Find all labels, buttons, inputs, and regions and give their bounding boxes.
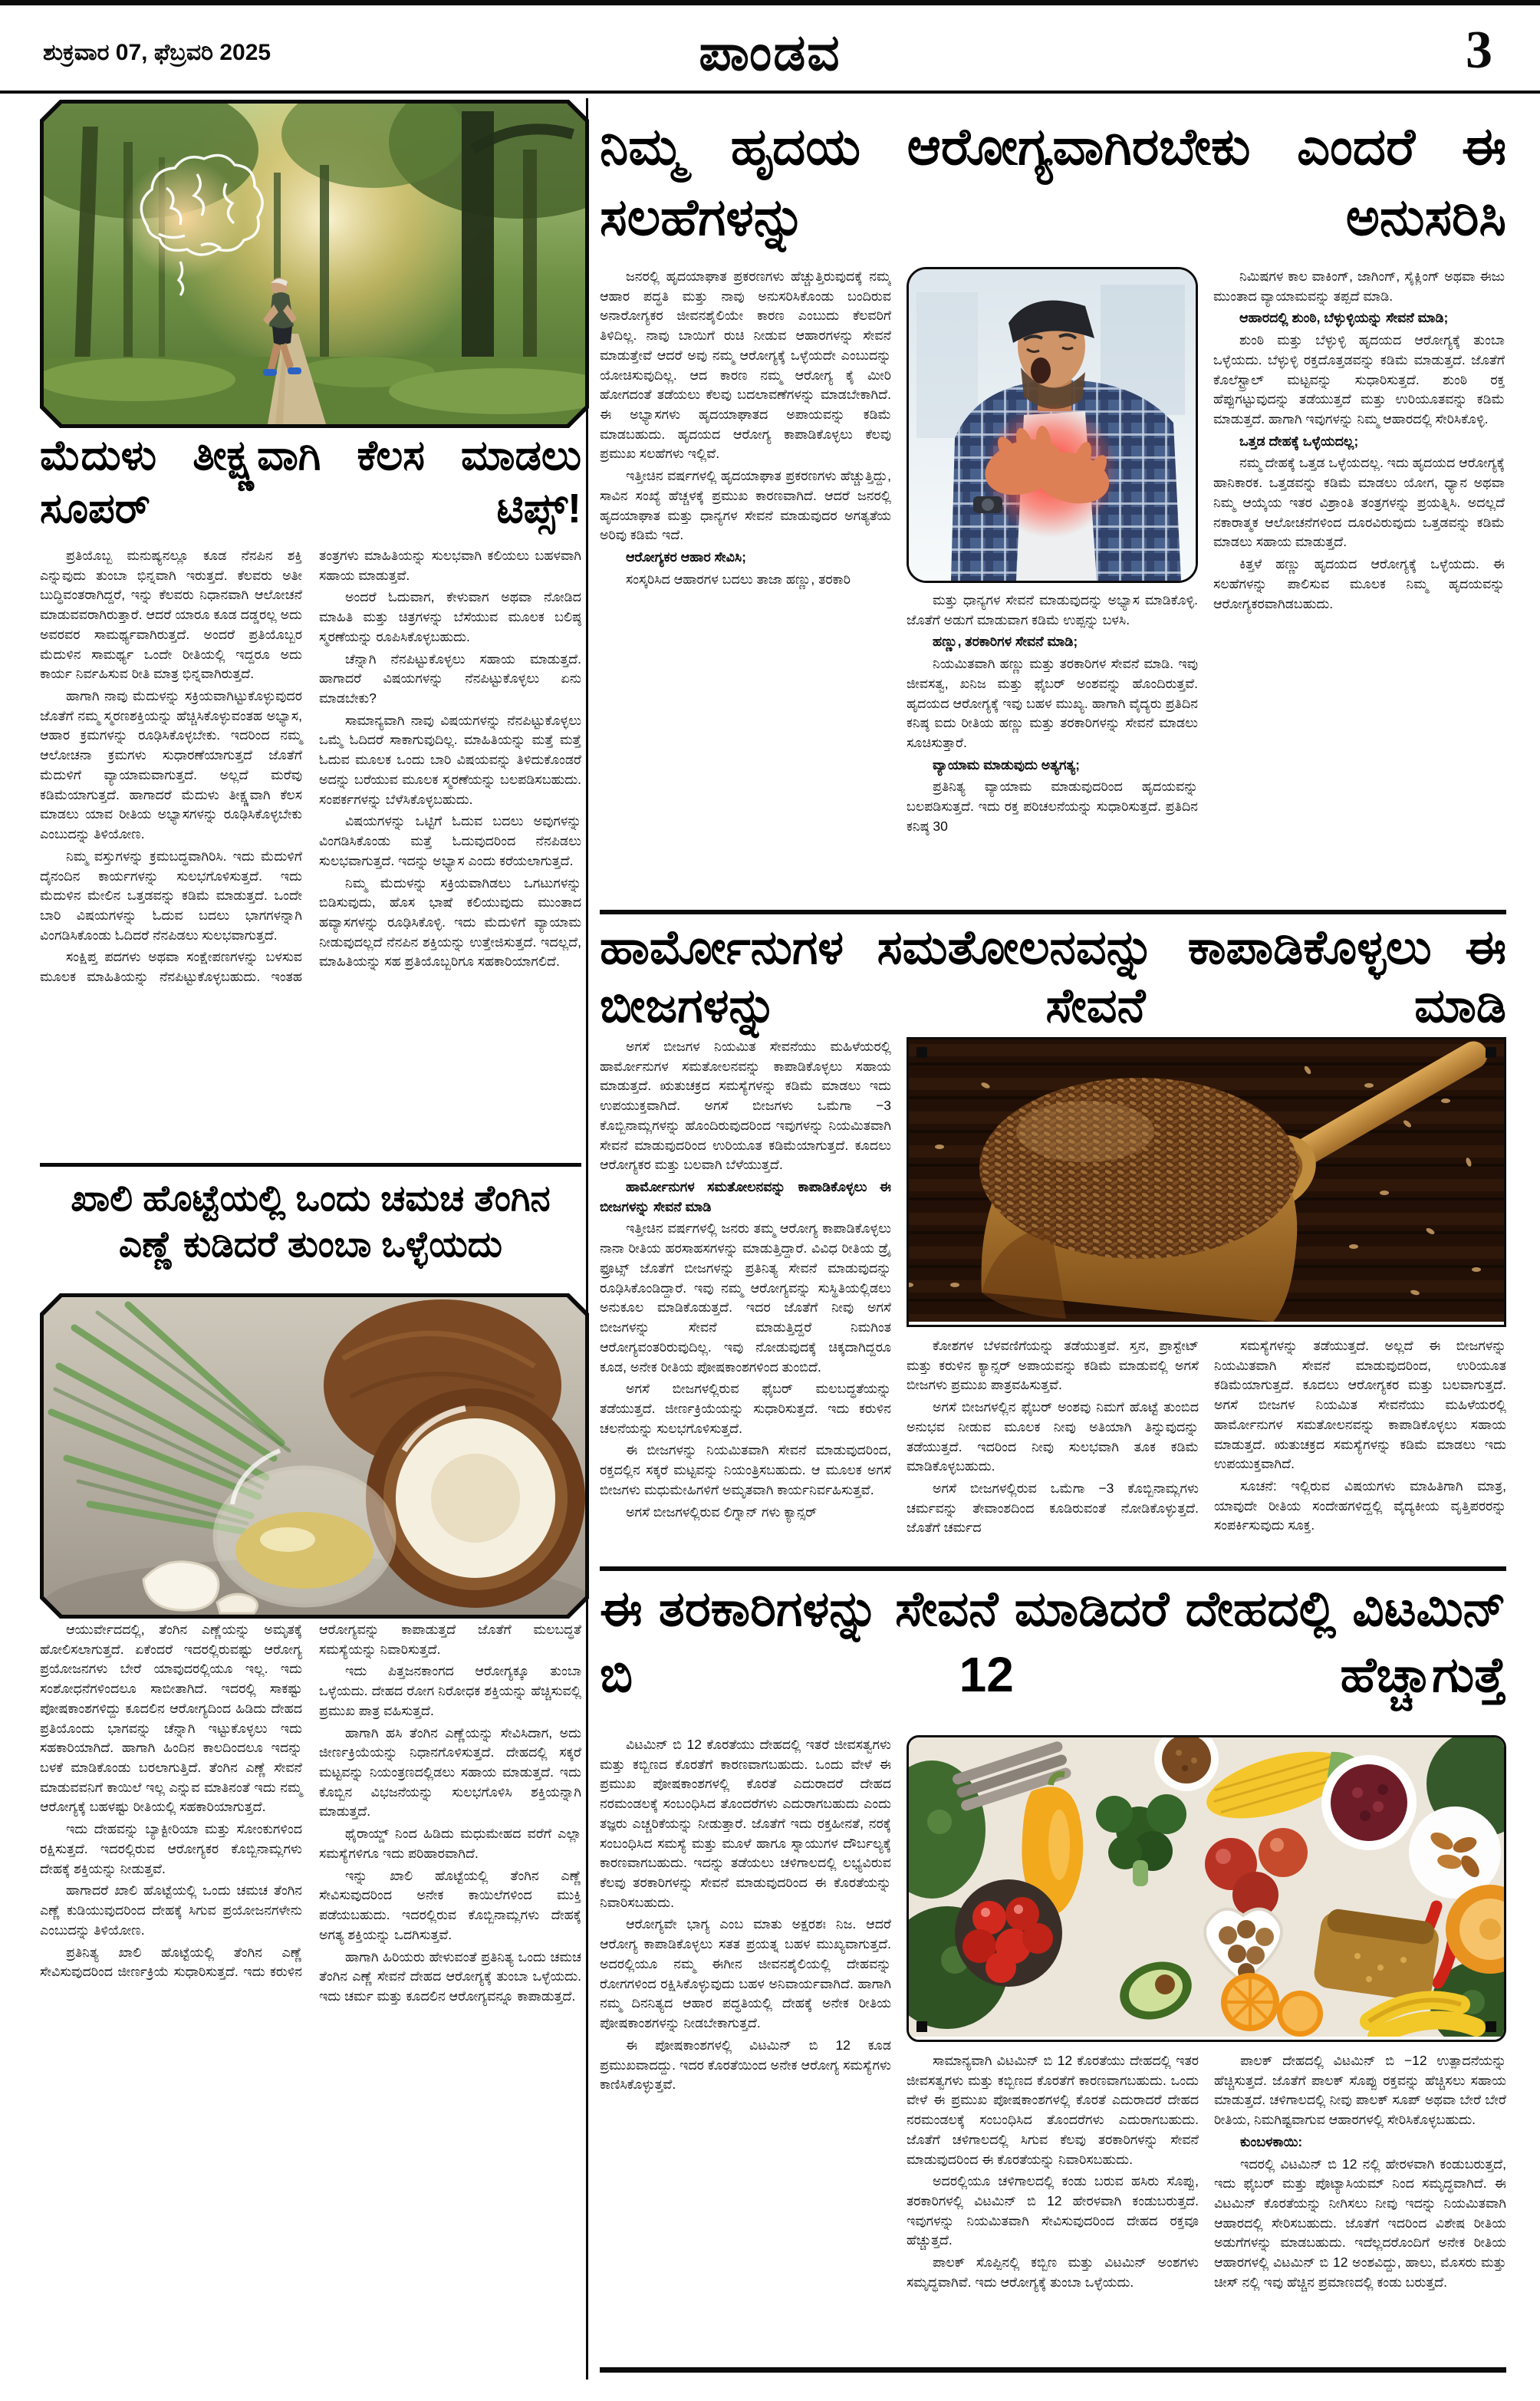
flax-seeds-photo bbox=[907, 1037, 1506, 1327]
paragraph: ವಿಷಯಗಳನ್ನು ಒಟ್ಟಿಗೆ ಓದುವ ಬದಲು ಅವುಗಳನ್ನು ವಿಂಗಡಿಸಿಕೊಂಡು ಮತ್ತೆ ಓದುವುದರಿಂದ ನೆನಪಿಡಲು ಸುಲಭವಾಗುತ್ತದೆ. ಇದನ್ನು ಅಭ್ಯಾಸ ಎಂದು ಕರೆಯಲಾಗುತ್ತದೆ. bbox=[319, 813, 581, 868]
b12-article-headline: ಈ ತರಕಾರಿಗಳನ್ನು ಸೇವನೆ ಮಾಡಿದರೆ ದೇಹದಲ್ಲಿ ವಿಟಮಿನ್ ಬಿ 12 ಹೆಚ್ಚಾಗುತ್ತೆ bbox=[600, 1581, 1506, 1703]
paragraph: ಅಗಸೆ ಬೀಜಗಳ ನಿಯಮಿತ ಸೇವನೆಯು ಮಹಿಳೆಯರಲ್ಲಿ ಹಾರ್ಮೋನುಗಳ ಸಮತೋಲನವನ್ನು ಕಾಪಾಡಿಕೊಳ್ಳಲು ಸಹಾಯ ಮಾಡುತ್ತದೆ. ಋತುಚಕ್ರದ ಸಮಸ್ಯೆಗಳನ್ನು ಕಡಿಮೆ ಮಾಡಲು ಇದು ಉಪಯುಕ್ತವಾಗಿದೆ. ಅಗಸೆ ಬೀಜಗಳು ಒಮೆಗಾ −3 ಕೊಬ್ಬಿನಾಮ್ಲಗಳನ್ನು ಹೊಂದಿರುವುದರಿಂದ ಇವುಗಳನ್ನು ನಿಯಮಿತವಾಗಿ ಸೇವನೆ ಮಾಡುವುದರಿಂದ ಉರಿಯೂತ ಕಡಿಮೆಯಾಗುತ್ತದೆ. ಕೂದಲು ಆರೋಗ್ಯಕರ ಮತ್ತು ಬಲವಾಗಿ ಬೆಳೆಯುತ್ತದೆ. bbox=[600, 1039, 891, 1173]
paragraph: ಪಾಲಕ್ ದೇಹದಲ್ಲಿ ವಿಟಮಿನ್ ಬಿ −12 ಉತ್ಪಾದನೆಯನ್ನು ಹೆಚ್ಚಿಸುತ್ತದೆ. ಜೊತೆಗೆ ಪಾಲಕ್ ಸೊಪ್ಪು ರಕ್ತವನ್ನು ಹೆಚ್ಚಿಸಲು ಸಹಾಯ ಮಾಡುತ್ತದೆ. ಚಳಿಗಾಲದಲ್ಲಿ ನೀವು ಪಾಲಕ್ ಸೂಪ್ ಅಥವಾ ಬೇರೆ ಬೇರೆ ರೀತಿಯ, ನಿಮಗಿಷ್ಟವಾಗುವ ಆಹಾರಗಳಲ್ಲಿ ಸೇರಿಸಿಕೊಳ್ಳಬಹುದು. bbox=[1214, 2053, 1506, 2128]
coconut-oil-illustration bbox=[44, 1297, 585, 1615]
paragraph: ಆರೋಗ್ಯವೇ ಭಾಗ್ಯ ಎಂಬ ಮಾತು ಅಕ್ಷರಶಃ ನಿಜ. ಆದರೆ ಆರೋಗ್ಯ ಕಾಪಾಡಿಕೊಳ್ಳಲು ಸತತ ಪ್ರಯತ್ನ ಬಹಳ ಮುಖ್ಯವಾಗುತ್ತದೆ. ಅದರಲ್ಲಿಯೂ ನಮ್ಮ ಈಗೀನ ಜೀವನಶೈಲಿಯಲ್ಲಿ ದೇಹವನ್ನು ರೋಗಗಳಿಂದ ರಕ್ಷಿಸಿಕೊಳ್ಳುವುದು ಬಹಳ ಅನಿವಾರ್ಯವಾಗಿದೆ. ಹಾಗಾಗಿ ನಮ್ಮ ದಿನನಿತ್ಯದ ಆಹಾರ ಪದ್ಧತಿಯಲ್ಲಿ ದೇಹಕ್ಕೆ ಅನೇಕ ರೀತಿಯ ಪೋಷಕಾಂಶಗಳನ್ನು ನೀಡಬೇಕಾಗುತ್ತದೆ. bbox=[600, 1916, 891, 2031]
paragraph: ಸಂಕ್ಷಿಪ್ತ ಪದಗಳು ಅಥವಾ ಸಂಕ್ಷೇಪಣಗಳನ್ನು ಬಳಸುವ ಮೂಲಕ ಮಾಹಿತಿಯನ್ನು ನೆನಪಿಟ್ಟುಕೊಳ್ಳಬಹುದು. ಇಂತಹ ತಂತ್ರಗಳು ಮಾಹಿತಿಯನ್ನು ಸುಲಭವಾಗಿ ಕಲಿಯಲು ಬಹಳವಾಗಿ ಸಹಾಯ ಮಾಡುತ್ತವೆ. bbox=[40, 548, 581, 985]
paragraph: ಶುಂಠಿ ಮತ್ತು ಬೆಳ್ಳುಳ್ಳಿ ಹೃದಯದ ಆರೋಗ್ಯಕ್ಕೆ ತುಂಬಾ ಒಳ್ಳೆಯದು. ಬೆಳ್ಳುಳ್ಳಿ ರಕ್ತದೊತ್ತಡವನ್ನು ಕಡಿಮೆ ಮಾಡುತ್ತದೆ. ಜೊತೆಗೆ ಕೊಲೆಸ್ಟ್ರಾಲ್ ಮಟ್ಟವನ್ನು ಸುಧಾರಿಸುತ್ತದೆ. ಶುಂಠಿ ರಕ್ತ ಹೆಪ್ಪುಗಟ್ಟುವುದನ್ನು ತಡೆಯುತ್ತದೆ ಮತ್ತು ಉರಿಯೂತವನ್ನು ಕಡಿಮೆ ಮಾಡುತ್ತದೆ. ಹಾಗಾಗಿ ಇವುಗಳನ್ನು ನಿಮ್ಮ ಆಹಾರದಲ್ಲಿ ಸೇರಿಸಿಕೊಳ್ಳಿ. bbox=[1213, 332, 1505, 427]
subhead: ಹಾರ್ಮೋನುಗಳ ಸಮತೋಲನವನ್ನು ಕಾಪಾಡಿಕೊಳ್ಳಲು ಈ ಬೀಜಗಳನ್ನು ಸೇವನೆ ಮಾಡಿ bbox=[600, 1179, 891, 1214]
corner-mark bbox=[1486, 1047, 1496, 1058]
subhead: ಆಹಾರದಲ್ಲಿ ಶುಂಠಿ, ಬೆಳ್ಳುಳ್ಳಿಯನ್ನು ಸೇವನೆ ಮಾಡಿ; bbox=[1239, 310, 1449, 326]
top-border-rule bbox=[0, 0, 1540, 5]
paragraph: ಚೆನ್ನಾಗಿ ನೆನಪಿಟ್ಟುಕೊಳ್ಳಲು ಸಹಾಯ ಮಾಡುತ್ತದೆ. ಹಾಗಾದರೆ ವಿಷಯಗಳನ್ನು ನೆನಪಿಟ್ಟುಕೊಳ್ಳಲು ಏನು ಮಾಡಬೇಕು? bbox=[319, 650, 581, 706]
seed-mound bbox=[979, 1078, 1298, 1259]
paragraph: ಇತ್ತೀಚಿನ ವರ್ಷಗಳಲ್ಲಿ ಹೃದಯಾಘಾತ ಪ್ರಕರಣಗಳು ಹೆಚ್ಚುತ್ತಿದ್ದು, ಸಾವಿನ ಸಂಖ್ಯೆ ಹೆಚ್ಚಳಕ್ಕೆ ಪ್ರಮುಖ ಕಾರಣವಾಗಿದೆ. ಆದರೆ ಜನರಲ್ಲಿ ಹೃದಯಾಘಾತ ಮತ್ತು ಧಾನ್ಯಗಳ ಸೇವನೆ ಮಾಡುವುದರ ಅಗತ್ಯತೆಯ ಅರಿವು ಕಡಿಮೆ ಇದೆ. bbox=[600, 468, 891, 543]
header-rule bbox=[0, 91, 1540, 94]
seeds-article-col1 bbox=[600, 1037, 891, 1562]
paragraph: ಕಿತ್ತಳೆ ಹಣ್ಣು ಹೃದಯದ ಆರೋಗ್ಯಕ್ಕೆ ಒಳ್ಳೆಯದು. ಈ ಸಲಹೆಗಳನ್ನು ಪಾಲಿಸುವ ಮೂಲಕ ನಿಮ್ಮ ಹೃದಯವನ್ನು ಆರೋಗ್ಯಕರವಾಗಿಡಬಹುದು. bbox=[1213, 556, 1505, 611]
b12-article-col3 bbox=[1214, 2051, 1506, 2295]
paragraph: ಅಗಸೆ ಬೀಜಗಳಲ್ಲಿನ ಫೈಬರ್ ಅಂಶವು ನಿಮಗೆ ಹೊಟ್ಟೆ ತುಂಬಿದ ಅನುಭವ ನೀಡುವ ಮೂಲಕ ನೀವು ಅತಿಯಾಗಿ ತಿನ್ನುವುದನ್ನು ತಡೆಯುತ್ತದೆ. ಇದರಿಂದ ನೀವು ಸುಲಭವಾಗಿ ತೂಕ ಕಡಿಮೆ ಮಾಡಿಕೊಳ್ಳಬಹುದು. bbox=[907, 1399, 1199, 1474]
seeds-article-col2 bbox=[907, 1336, 1199, 1540]
paragraph: ಅದರಲ್ಲಿಯೂ ಚಳಿಗಾಲದಲ್ಲಿ ಕಂಡು ಬರುವ ಹಸಿರು ಸೊಪ್ಪು, ತರಕಾರಿಗಳಲ್ಲಿ ವಿಟಮಿನ್ ಬಿ 12 ಹೇರಳವಾಗಿ ಕಂಡುಬರುತ್ತದೆ. ಇವುಗಳನ್ನು ನಿಯಮಿತವಾಗಿ ಸೇವಿಸುವುದರಿಂದ ದೇಹದ ರಕ್ತವೂ ಹೆಚ್ಚುತ್ತದೆ. bbox=[907, 2173, 1199, 2248]
paragraph: ನಿಮ್ಮ ವಸ್ತುಗಳನ್ನು ಕ್ರಮಬದ್ಧವಾಗಿರಿಸಿ. ಇದು ಮೆದುಳಿಗೆ ದೈನಂದಿನ ಕಾರ್ಯಗಳನ್ನು ಸುಲಭಗೊಳಿಸುತ್ತದೆ. ಇದು ಮೆದುಳಿನ ಮೇಲಿನ ಒತ್ತಡವನ್ನು ಕಡಿಮೆ ಮಾಡುತ್ತದೆ. ಒಂದೇ ಬಾರಿ ವಿಷಯಗಳನ್ನು ಓದುವ ಬದಲು ಭಾಗಗಳನ್ನಾಗಿ ವಿಂಗಡಿಸಿಕೊಂಡು ಓದಿದರೆ ನೆನಪಿಡಲು ಸುಲಭವಾಗುತ್ತದೆ. bbox=[40, 848, 302, 943]
paragraph: ಇನ್ನು ಖಾಲಿ ಹೊಟ್ಟೆಯಲ್ಲಿ ತೆಂಗಿನ ಎಣ್ಣೆ ಸೇವಿಸುವುದರಿಂದ ಅನೇಕ ಕಾಯಿಲೆಗಳಿಂದ ಮುಕ್ತಿ ಪಡೆಯಬಹುದು. ಇದರಲ್ಲಿರುವ ಕೊಬ್ಬಿನಾಮ್ಲಗಳು ದೇಹಕ್ಕೆ ಅಗತ್ಯ ಶಕ್ತಿಯನ್ನು ಒದಗಿಸುತ್ತವೆ. bbox=[319, 1867, 581, 1942]
paragraph: ನಿಯಮಿತವಾಗಿ ಹಣ್ಣು ಮತ್ತು ತರಕಾರಿಗಳ ಸೇವನೆ ಮಾಡಿ. ಇವು ಜೀವಸತ್ವ, ಖನಿಜ ಮತ್ತು ಫೈಬರ್ ಅಂಶವನ್ನು ಹೊಂದಿರುತ್ತವೆ. ಹೃದಯದ ಆರೋಗ್ಯಕ್ಕೆ ಇವು ಬಹಳ ಮುಖ್ಯ. ಹಾಗಾಗಿ ವೈದ್ಯರು ಪ್ರತಿದಿನ ಕನಿಷ್ಠ ಐದು ರೀತಿಯ ಹಣ್ಣು ಮತ್ತು ತರಕಾರಿಗಳನ್ನು ಸೇವನೆ ಮಾಡಲು ಸೂಚಿಸುತ್ತಾರೆ. bbox=[907, 656, 1198, 751]
corner-mark bbox=[1486, 2021, 1496, 2032]
paragraph: ಇತ್ತೀಚಿನ ವರ್ಷಗಳಲ್ಲಿ ಜನರು ತಮ್ಮ ಆರೋಗ್ಯ ಕಾಪಾಡಿಕೊಳ್ಳಲು ನಾನಾ ರೀತಿಯ ಹರಸಾಹಸಗಳನ್ನು ಮಾಡುತ್ತಿದ್ದಾರೆ. ವಿವಿಧ ರೀತಿಯ ಡ್ರೈ ಫ್ರೂಟ್ಸ್ ಜೊತೆಗೆ ಬೀಜಗಳನ್ನು ಪ್ರತಿನಿತ್ಯ ಸೇವನೆ ಮಾಡುವುದನ್ನು ರೂಢಿಸಿಕೊಂಡಿದ್ದಾರೆ. ಇವು ನಮ್ಮ ಆರೋಗ್ಯವನ್ನು ಸುಸ್ಥಿತಿಯಲ್ಲಿಡಲು ಅನುಕೂಲ ಮಾಡಿಕೊಡುತ್ತದೆ. ಇದರ ಜೊತೆಗೆ ನೀವು ಅಗಸೆ ಬೀಜಗಳನ್ನು ಸೇವನೆ ಮಾಡುತ್ತಿದ್ದರೆ ನಿಮಗಿಂತ ಆರೋಗ್ಯವಂತರಿರುವುದಿಲ್ಲ. ಇವು ನೋಡುವುದಕ್ಕೆ ಚಿಕ್ಕದಾಗಿದ್ದರೂ ಕೂಡ, ಅನೇಕ ರೀತಿಯ ಪೋಷಕಾಂಶಗಳಿಂದ ತುಂಬಿದೆ. bbox=[600, 1220, 891, 1375]
masthead-title: ಪಾಂಡವ bbox=[699, 24, 841, 81]
brain-article-headline: ಮೆದುಳು ತೀಕ್ಷ್ಣವಾಗಿ ಕೆಲಸ ಮಾಡಲು ಸೂಪರ್ ಟಿಪ್ಸ್! bbox=[40, 433, 581, 532]
subhead: ಹಣ್ಣು, ತರಕಾರಿಗಳ ಸೇವನೆ ಮಾಡಿ; bbox=[933, 634, 1078, 650]
page-number: 3 bbox=[1466, 21, 1492, 80]
right-rule-2 bbox=[600, 1566, 1506, 1571]
b12-article-col1 bbox=[600, 1735, 891, 2361]
paragraph: ಅಂದರೆ ಓದುವಾಗ, ಕೇಳುವಾಗ ಅಥವಾ ನೋಡಿದ ಮಾಹಿತಿ ಮತ್ತು ಚಿತ್ರಗಳನ್ನು ಬೆಸೆಯುವ ಮೂಲಕ ಬಲಿಷ್ಠ ಸ್ಮರಣೆಯನ್ನು ರೂಪಿಸಿಕೊಳ್ಳಬಹುದು. bbox=[319, 589, 581, 644]
paragraph: ಪ್ರತಿನಿತ್ಯ ವ್ಯಾಯಾಮ ಮಾಡುವುದರಿಂದ ಹೃದಯವನ್ನು ಬಲಪಡಿಸುತ್ತದೆ. ಇದು ರಕ್ತ ಪರಿಚಲನೆಯನ್ನು ಸುಧಾರಿಸುತ್ತದೆ. ಪ್ರತಿದಿನ ಕನಿಷ್ಠ 30 bbox=[907, 779, 1198, 834]
b12-article-right bbox=[907, 1735, 1506, 2361]
seeds-article-right bbox=[907, 1037, 1506, 1562]
flax-seeds-illustration bbox=[909, 1039, 1504, 1322]
paragraph: ವಿಟಮಿನ್ ಬಿ 12 ಕೊರತೆಯು ದೇಹದಲ್ಲಿ ಇತರೆ ಜೀವಸತ್ವಗಳು ಮತ್ತು ಕಬ್ಬಿಣದ ಕೊರತೆಗೆ ಕಾರಣವಾಗಬಹುದು. ಒಂದು ವೇಳೆ ಈ ಪ್ರಮುಖ ಪೋಷಕಾಂಶಗಳಲ್ಲಿ ಕೊರತೆ ಎದುರಾದರೆ ದೇಹದ ನರಮಂಡಲಕ್ಕೆ ಸಂಬಂಧಿಸಿದ ತೊಂದರೆಗಳು ಎದುರಾಗಬಹುದು ಎಂದು ತಜ್ಞರು ಎಚ್ಚರಿಕೆಯನ್ನು ನೀಡುತ್ತಾರೆ. ಜೊತೆಗೆ ಇದು ರಕ್ತಹೀನತೆ, ನರಕ್ಕೆ ಸಂಬಂಧಿಸಿದ ಸಮಸ್ಯೆ ಮತ್ತು ಮೂಳೆ ಹಾಗೂ ಸ್ನಾಯುಗಳ ದೌರ್ಬಲ್ಯಕ್ಕೆ ಕಾರಣವಾಗಬಹುದು. ಇದನ್ನು ತಡೆಯಲು ಚಳಿಗಾಲದಲ್ಲಿ ಲಭ್ಯವಿರುವ ಕೆಲವು ತರಕಾರಿಗಳನ್ನು ಸೇವನೆ ಮಾಡುವುದರಿಂದ ಈ ಕೊರತೆಯನ್ನು ನಿವಾರಿಸಬಹುದು. bbox=[600, 1737, 891, 1910]
paragraph: ಥೈರಾಯ್ಡ್ ನಿಂದ ಹಿಡಿದು ಮಧುಮೇಹದ ವರೆಗೆ ಎಲ್ಲಾ ಸಮಸ್ಯೆಗಳಿಗೂ ಇದು ಪರಿಹಾರವಾಗಿದೆ. bbox=[319, 1826, 581, 1861]
heart-article-headline: ನಿಮ್ಮ ಹೃದಯ ಆರೋಗ್ಯವಾಗಿರಬೇಕು ಎಂದರೆ ಈ ಸಲಹೆಗಳನ್ನು ಅನುಸರಿಸಿ bbox=[600, 118, 1506, 247]
corner-mark bbox=[916, 1047, 927, 1058]
paragraph: ಈ ಪೋಷಕಾಂಶಗಳಲ್ಲಿ ವಿಟಮಿನ್ ಬಿ 12 ಕೂಡ ಪ್ರಮುಖವಾದದ್ದು. ಇದರ ಕೊರತೆಯಿಂದ ಅನೇಕ ಆರೋಗ್ಯ ಸಮಸ್ಯೆಗಳು ಕಾಣಿಸಿಕೊಳ್ಳುತ್ತವೆ. bbox=[600, 2037, 891, 2093]
edition-date: ಶುಕ್ರವಾರ 07, ಫೆಬ್ರವರಿ 2025 bbox=[43, 40, 271, 65]
paragraph: ಅಗಸೆ ಬೀಜಗಳಲ್ಲಿರುವ ಲಿಗ್ನಾನ್ ಗಳು ಕ್ಯಾನ್ಸರ್ bbox=[626, 1504, 818, 1520]
paragraph: ಆಯುರ್ವೇದದಲ್ಲಿ, ತೆಂಗಿನ ಎಣ್ಣೆಯನ್ನು ಅಮೃತಕ್ಕೆ ಹೋಲಿಸಲಾಗುತ್ತದೆ. ಏಕೆಂದರೆ ಇದರಲ್ಲಿರುವಷ್ಟು ಆರೋಗ್ಯ ಪ್ರಯೋಜನಗಳು ಬೇರೆ ಯಾವುದರಲ್ಲಿಯೂ ಇಲ್ಲ. ಇದು ಸಂಶೋಧನೆಗಳಿಂದಲೂ ಸಾಬೀತಾಗಿದೆ. ಇದರಲ್ಲಿ ಸಾಕಷ್ಟು ಪೋಷಕಾಂಶಗಳಿದ್ದು ಕೂದಲಿನ ಆರೋಗ್ಯದಿಂದ ಹಿಡಿದು ದೇಹದ ಪ್ರತಿಯೊಂದು ಭಾಗವನ್ನು ಚೆನ್ನಾಗಿ ಇಟ್ಟುಕೊಳ್ಳಲು ಇದು ಸಹಕಾರಿಯಾಗಿದೆ. ಹಾಗಾಗಿ ಹಿಂದಿನ ಕಾಲದಿಂದಲೂ ಇದನ್ನು ಬಳಕೆ ಮಾಡಿಕೊಂಡು ಬರಲಾಗುತ್ತಿದೆ. ತೆಂಗಿನ ಎಣ್ಣೆ ಸೇವನೆ ಮಾಡುವವನಿಗೆ ಕಾಯಿಲೆ ಇಲ್ಲ ಎನ್ನುವ ಮಾತಿನಂತೆ ಇದು ನಮ್ಮ ಆರೋಗ್ಯಕ್ಕೆ ಬಹಳಷ್ಟು ರೀತಿಯಲ್ಲಿ ಸಹಕಾರಿಯಾಗುತ್ತದೆ. bbox=[40, 1622, 302, 1815]
subhead: ಆರೋಗ್ಯಕರ ಆಹಾರ ಸೇವಿಸಿ; bbox=[626, 549, 747, 565]
subhead: ಒತ್ತಡ ದೇಹಕ್ಕೆ ಒಳ್ಳೆಯದಲ್ಲ; bbox=[1239, 433, 1359, 449]
paragraph: ಈ ಬೀಜಗಳನ್ನು ನಿಯಮಿತವಾಗಿ ಸೇವನೆ ಮಾಡುವುದರಿಂದ, ರಕ್ತದಲ್ಲಿನ ಸಕ್ಕರೆ ಮಟ್ಟವನ್ನು ನಿಯಂತ್ರಿಸಬಹುದು. ಆ ಮೂಲಕ ಅಗಸೆ ಬೀಜಗಳು ಮಧುಮೇಹಿಗಳಿಗೆ ಅಮೃತವಾಗಿ ಕಾರ್ಯನಿರ್ವಹಿಸುತ್ತವೆ. bbox=[600, 1442, 891, 1497]
chest-pain-illustration bbox=[909, 269, 1196, 581]
paragraph: ಪ್ರತಿಯೊಬ್ಬ ಮನುಷ್ಯನಲ್ಲೂ ಕೂಡ ನೆನಪಿನ ಶಕ್ತಿ ಎನ್ನುವುದು ತುಂಬಾ ಭಿನ್ನವಾಗಿ ಇರುತ್ತದೆ. ಕೆಲವರು ಅತೀ ಬುದ್ಧಿವಂತರಾಗಿದ್ದರೆ, ಇನ್ನು ಕೆಲವರು ನಿಧಾನವಾಗಿ ಆಲೋಚನೆ ಮಾಡುವವರಾಗಿರುತ್ತಾರೆ. ಆದರೆ ಯಾರೂ ಕೂಡ ದಡ್ಡರಲ್ಲ ಅದು ಅವರವರ ಸಾಮರ್ಥ್ಯವಾಗಿರುತ್ತದೆ. ಅಂದರೆ ಪ್ರತಿಯೊಬ್ಬರ ಮೆದುಳಿನ ಸಾಮರ್ಥ್ಯ ಒಂದೇ ರೀತಿಯಲ್ಲಿ ಇದ್ದರೂ ಅದು ಕಾರ್ಯ ನಿರ್ವಹಿಸುವ ರೀತಿ ಮಾತ್ರ ಭಿನ್ನವಾಗಿರುತ್ತದೆ. bbox=[40, 548, 302, 682]
paragraph: ಹಾಗಾಗಿ ಹಸಿ ತೆಂಗಿನ ಎಣ್ಣೆಯನ್ನು ಸೇವಿಸಿದಾಗ, ಅದು ಜೀರ್ಣಕ್ರಿಯೆಯನ್ನು ನಿಧಾನಗೊಳಿಸುತ್ತದೆ. ದೇಹದಲ್ಲಿ ಸಕ್ಕರೆ ಮಟ್ಟವನ್ನು ನಿಯಂತ್ರಣದಲ್ಲಿಡಲು ಸಹಾಯ ಮಾಡುತ್ತದೆ. ಇದು ಕೊಬ್ಬಿನ ವಿಭಜನೆಯನ್ನು ಸುಲಭಗೊಳಿಸಿ ಶಕ್ತಿಯನ್ನಾಗಿ ಮಾಡುತ್ತದೆ. bbox=[319, 1724, 581, 1820]
bread-loaf bbox=[1312, 1908, 1440, 2003]
paragraph: ಅಗಸೆ ಬೀಜಗಳಲ್ಲಿರುವ ಒಮೆಗಾ −3 ಕೊಬ್ಬಿನಾಮ್ಲಗಳು ಚರ್ಮವನ್ನು ತೇವಾಂಶದಿಂದ ಕೂಡಿರುವಂತೆ ನೋಡಿಕೊಳ್ಳುತ್ತದೆ. ಜೊತೆಗೆ ಚರ್ಮದ bbox=[907, 1480, 1199, 1536]
paragraph: ನಿಮಿಷಗಳ ಕಾಲ ವಾಕಿಂಗ್, ಜಾಗಿಂಗ್, ಸೈಕ್ಲಿಂಗ್ ಅಥವಾ ಈಜು ಮುಂತಾದ ವ್ಯಾಯಾಮವನ್ನು ತಪ್ಪದೆ ಮಾಡಿ. bbox=[1213, 268, 1505, 304]
subhead: ಕುಂಬಳಕಾಯಿ: bbox=[1240, 2133, 1303, 2149]
paragraph: ಸಂಸ್ಕರಿಸಿದ ಆಹಾರಗಳ ಬದಲು ತಾಜಾ ಹಣ್ಣು, ತರಕಾರಿ bbox=[626, 571, 851, 587]
paragraph: ಹಾಗಾಗಿ ಹಿರಿಯರು ಹೇಳುವಂತೆ ಪ್ರತಿನಿತ್ಯ ಒಂದು ಚಮಚ ತೆಂಗಿನ ಎಣ್ಣೆ ಸೇವನೆ ದೇಹದ ಆರೋಗ್ಯಕ್ಕೆ ತುಂಬಾ ಒಳ್ಳೆಯದು. ಇದು ಚರ್ಮ ಮತ್ತು ಕೂದಲಿನ ಆರೋಗ್ಯವನ್ನೂ ಕಾಪಾಡುತ್ತದೆ. bbox=[319, 1948, 581, 2004]
heart-article-col2 bbox=[907, 267, 1198, 894]
paragraph: ಪ್ರತಿನಿತ್ಯ ಖಾಲಿ ಹೊಟ್ಟೆಯಲ್ಲಿ ತೆಂಗಿನ ಎಣ್ಣೆ ಸೇವಿಸುವುದರಿಂದ ಜೀರ್ಣಕ್ರಿಯೆ ಸುಧಾರಿಸುತ್ತದೆ. ಇದು ಕರುಳಿನ ಆರೋಗ್ಯವನ್ನು ಕಾಪಾಡುತ್ತದೆ ಜೊತೆಗೆ ಮಲಬದ್ಧತೆ ಸಮಸ್ಯೆಯನ್ನು ನಿವಾರಿಸುತ್ತದೆ. bbox=[40, 1622, 581, 1980]
subhead: ವ್ಯಾಯಾಮ ಮಾಡುವುದು ಅತ್ಯಗತ್ಯ; bbox=[933, 756, 1080, 772]
paragraph: ನಿಮ್ಮ ಮೆದುಳನ್ನು ಸಕ್ರಿಯವಾಗಿಡಲು ಒಗಟುಗಳನ್ನು ಬಿಡಿಸುವುದು, ಹೊಸ ಭಾಷೆ ಕಲಿಯುವುದು ಮುಂತಾದ ಹವ್ಯಾಸಗಳನ್ನು ರೂಢಿಸಿಕೊಳ್ಳಿ. ಇದು ಮೆದುಳಿಗೆ ವ್ಯಾಯಾಮ ನೀಡುವುದಲ್ಲದೆ ನೆನಪಿನ ಶಕ್ತಿಯನ್ನು ಉತ್ತೇಜಿಸುತ್ತದೆ. ಇದಲ್ಲದೆ, ಮಾಹಿತಿಯನ್ನು ಸಹ ಪ್ರತಿಯೊಬ್ಬರಿಗೂ ಸಹಕಾರಿಯಾಗಲಿದೆ. bbox=[319, 874, 581, 970]
corner-mark bbox=[916, 2021, 927, 2032]
paragraph: ಇದು ಪಿತ್ತಜನಕಾಂಗದ ಆರೋಗ್ಯಕ್ಕೂ ತುಂಬಾ ಒಳ್ಳೆಯದು. ದೇಹದ ರೋಗ ನಿರೋಧಕ ಶಕ್ತಿಯನ್ನು ಹೆಚ್ಚಿಸುವಲ್ಲಿ ಪ್ರಮುಖ ಪಾತ್ರ ವಹಿಸುತ್ತದೆ. bbox=[319, 1663, 581, 1718]
b12-article bbox=[600, 1735, 1506, 2361]
paragraph: ಹಾಗಾಗಿ ನಾವು ಮೆದುಳನ್ನು ಸಕ್ರಿಯವಾಗಿಟ್ಟುಕೊಳ್ಳುವುದರ ಜೊತೆಗೆ ನಮ್ಮ ಸ್ಮರಣಶಕ್ತಿಯನ್ನು ಹೆಚ್ಚಿಸಿಕೊಳ್ಳುವಂತಹ ಅಭ್ಯಾಸ, ಆಹಾರ ಕ್ರಮಗಳನ್ನು ರೂಢಿಸಿಕೊಳ್ಳಬೇಕು. ಇದರಿಂದ ನಮ್ಮ ಆಲೋಚನಾ ಕ್ರಮಗಳು ಸುಧಾರಣೆಯಾಗುತ್ತದೆ ಜೊತೆಗೆ ಮೆದುಳಿಗೆ ವ್ಯಾಯಾಮವಾಗುತ್ತದೆ. ಅಲ್ಲದೆ ಮರೆವು ಕಡಿಮೆಯಾಗುತ್ತದೆ. ಹಾಗಾದರೆ ಮೆದುಳು ತೀಕ್ಷ್ಣವಾಗಿ ಕೆಲಸ ಮಾಡಲು ಯಾವ ರೀತಿಯ ಅಭ್ಯಾಸಗಳನ್ನು ರೂಢಿಸಿಕೊಳ್ಳಬೇಕು ಎಂಬುದನ್ನು ತಿಳಿಯೋಣ. bbox=[40, 688, 302, 842]
left-section-rule bbox=[40, 1163, 581, 1167]
paragraph: ಸೂಚನೆ: ಇಲ್ಲಿರುವ ವಿಷಯಗಳು ಮಾಹಿತಿಗಾಗಿ ಮಾತ್ರ, ಯಾವುದೇ ರೀತಿಯ ಸಂದೇಹಗಳಿದ್ದಲ್ಲಿ ವೈದ್ಯಕೀಯ ವೃತ್ತಿಪರರನ್ನು ಸಂಪರ್ಕಿಸುವುದು ಸೂಕ್ತ. bbox=[1214, 1478, 1506, 1533]
seeds-article-col3 bbox=[1214, 1336, 1506, 1540]
jogging-brain-photo bbox=[40, 100, 589, 428]
paragraph: ಸಾಮಾನ್ಯವಾಗಿ ನಾವು ವಿಷಯಗಳನ್ನು ನೆನಪಿಟ್ಟುಕೊಳ್ಳಲು ಒಮ್ಮೆ ಓದಿದರೆ ಸಾಕಾಗುವುದಿಲ್ಲ. ಮಾಹಿತಿಯನ್ನು ಮತ್ತೆ ಮತ್ತೆ ಓದುವ ಮೂಲಕ ಒಂದು ಬಾರಿ ವಿಷಯವನ್ನು ತಿಳಿದುಕೊಂಡರೆ ಅದನ್ನು ಬರೆಯುವ ಮೂಲಕ ಸ್ಮರಣೆಯನ್ನು ಬಲಪಡಿಸಬಹುದು. ಸಂಪರ್ಕಗಳನ್ನು ಬೆಳೆಸಿಕೊಳ್ಳಬಹುದು. bbox=[319, 712, 581, 807]
b12-foods-photo bbox=[907, 1735, 1506, 2042]
paragraph: ಹಾಗಾದರೆ ಖಾಲಿ ಹೊಟ್ಟೆಯಲ್ಲಿ ಒಂದು ಚಮಚ ತೆಂಗಿನ ಎಣ್ಣೆ ಕುಡಿಯುವುದರಿಂದ ದೇಹಕ್ಕೆ ಸಿಗುವ ಪ್ರಯೋಜನಗಳೇನು ಎಂಬುದನ್ನು ತಿಳಿಯೋಣ. bbox=[40, 1882, 302, 1938]
seeds-article-headline: ಹಾರ್ಮೋನುಗಳ ಸಮತೋಲನವನ್ನು ಕಾಪಾಡಿಕೊಳ್ಳಲು ಈ ಬೀಜಗಳನ್ನು ಸೇವನೆ ಮಾಡಿ bbox=[600, 921, 1506, 1033]
paragraph: ನಮ್ಮ ದೇಹಕ್ಕೆ ಒತ್ತಡ ಒಳ್ಳೆಯದಲ್ಲ. ಇದು ಹೃದಯದ ಆರೋಗ್ಯಕ್ಕೆ ಹಾನಿಕಾರಕ. ಒತ್ತಡವನ್ನು ಕಡಿಮೆ ಮಾಡಲು ಯೋಗ, ಧ್ಯಾನ ಅಥವಾ ನಿಮ್ಮ ಆಯ್ಕೆಯ ಇತರ ವಿಶ್ರಾಂತಿ ತಂತ್ರಗಳನ್ನು ಪ್ರಯತ್ನಿಸಿ. ಅದಲ್ಲದೆ ನಕಾರಾತ್ಮಕ ಆಲೋಚನೆಗಳಿಂದ ದೂರವಿರುವುದು ಒತ್ತಡವನ್ನು ಕಡಿಮೆ ಮಾಡಲು ಸಹಾಯ ಮಾಡುತ್ತದೆ. bbox=[1213, 455, 1505, 550]
b12-foods-illustration bbox=[909, 1737, 1504, 2037]
heart-article-col3 bbox=[1213, 267, 1505, 894]
paragraph: ಪಾಲಕ್ ಸೊಪ್ಪಿನಲ್ಲಿ ಕಬ್ಬಿಣ ಮತ್ತು ವಿಟಮಿನ್ ಅಂಶಗಳು ಸಮೃದ್ಧವಾಗಿವೆ. ಇದು ಆರೋಗ್ಯಕ್ಕೆ ತುಂಬಾ ಒಳ್ಳೆಯದು. bbox=[907, 2254, 1199, 2290]
b12-article-col2 bbox=[907, 2051, 1199, 2295]
paragraph: ಇದು ದೇಹವನ್ನು ಬ್ಯಾಕ್ಟೀರಿಯಾ ಮತ್ತು ಸೋಂಕುಗಳಿಂದ ರಕ್ಷಿಸುತ್ತದೆ. ಇದರಲ್ಲಿರುವ ಆರೋಗ್ಯಕರ ಕೊಬ್ಬಿನಾಮ್ಲಗಳು ದೇಹಕ್ಕೆ ಶಕ್ತಿಯನ್ನು ನೀಡುತ್ತವೆ. bbox=[40, 1821, 302, 1876]
paragraph: ಜನರಲ್ಲಿ ಹೃದಯಾಘಾತ ಪ್ರಕರಣಗಳು ಹೆಚ್ಚುತ್ತಿರುವುದಕ್ಕೆ ನಮ್ಮ ಆಹಾರ ಪದ್ಧತಿ ಮತ್ತು ನಾವು ಅನುಸರಿಸಿಕೊಂಡು ಬಂದಿರುವ ಅನಾರೋಗ್ಯಕರ ಜೀವನಶೈಲಿಯೇ ಕಾರಣ ಎಂಬುದು ಕೆಲವರಿಗೆ ತಿಳಿದಿಲ್ಲ. ನಾವು ಬಾಯಿಗೆ ರುಚಿ ನೀಡುವ ಆಹಾರಗಳನ್ನು ಸೇವನೆ ಮಾಡುತ್ತೇವೆ ಆದರೆ ಅವು ನಮ್ಮ ಆರೋಗ್ಯಕ್ಕೆ ಒಳ್ಳೆಯದೇ ಎಂಬುದನ್ನು ಯೋಚಿಸುವುದಿಲ್ಲ. ಆದ ಕಾರಣ ನಮ್ಮ ಆರೋಗ್ಯ ಕೈ ಮೀರಿ ಹೋಗದಂತೆ ತಡೆಯಲು ಕೆಲವು ಬದಲಾವಣೆಗಳನ್ನು ಮಾಡಬೇಕಾಗಿದೆ. ಈ ಅಭ್ಯಾಸಗಳು ಹೃದಯಾಘಾತದ ಅಪಾಯವನ್ನು ಕಡಿಮೆ ಮಾಡಬಹುದು. ಹೃದಯದ ಆರೋಗ್ಯ ಕಾಪಾಡಿಕೊಳ್ಳಲು ಕೆಲವು ಪ್ರಮುಖ ಸಲಹೆಗಳು ಇಲ್ಲಿವೆ. bbox=[600, 268, 891, 462]
paragraph: ಇದರಲ್ಲಿ ವಿಟಮಿನ್ ಬಿ 12 ನಲ್ಲಿ ಹೇರಳವಾಗಿ ಕಂಡುಬರುತ್ತದೆ, ಇದು ಫೈಬರ್ ಮತ್ತು ಪೊಟ್ಯಾಸಿಯಮ್ ನಿಂದ ಸಮೃದ್ಧವಾಗಿದೆ. ಈ ವಿಟಮಿನ್ ಕೊರತೆಯನ್ನು ನೀಗಿಸಲು ನೀವು ಇದನ್ನು ನಿಯಮಿತವಾಗಿ ಆಹಾರದಲ್ಲಿ ಸೇರಿಸಬಹುದು. ಜೊತೆಗೆ ಇದರಿಂದ ವಿಶೇಷ ರೀತಿಯ ಅಡುಗೆಗಳನ್ನು ಮಾಡಬಹುದು. ಇದೆಲ್ಲದರೊಂದಿಗೆ ಅನೇಕ ರೀತಿಯ ಆಹಾರಗಳಲ್ಲಿ ವಿಟಮಿನ್ ಬಿ 12 ಅಂಶವಿದ್ದು, ಹಾಲು, ಮೊಸರು ಮತ್ತು ಚೀಸ್ ನಲ್ಲಿ ಇವು ಹೆಚ್ಚಿನ ಪ್ರಮಾಣದಲ್ಲಿ ಕಂಡು ಬರುತ್ತದೆ. bbox=[1214, 2156, 1506, 2290]
coconut-oil-photo bbox=[40, 1293, 589, 1619]
paragraph: ಸಾಮಾನ್ಯವಾಗಿ ವಿಟಮಿನ್ ಬಿ 12 ಕೊರತೆಯು ದೇಹದಲ್ಲಿ ಇತರ ಜೀವಸತ್ವಗಳು ಮತ್ತು ಕಬ್ಬಿಣದ ಕೊರತೆಗೆ ಕಾರಣವಾಗಬಹುದು. ಒಂದು ವೇಳೆ ಈ ಪ್ರಮುಖ ಪೋಷಕಾಂಶಗಳಲ್ಲಿ ಕೊರತೆ ಎದುರಾದರೆ ದೇಹದ ನರಮಂಡಲಕ್ಕೆ ಸಂಬಂಧಿಸಿದ ತೊಂದರೆಗಳು ಎದುರಾಗಬಹುದು. ಜೊತೆಗೆ ಚಳಿಗಾಲದಲ್ಲಿ ಸಿಗುವ ಕೆಲವು ತರಕಾರಿಗಳನ್ನು ಸೇವನೆ ಮಾಡುವುದರಿಂದ ಈ ಕೊರತೆಯನ್ನು ನಿವಾರಿಸಬಹುದು. bbox=[907, 2053, 1199, 2167]
paragraph: ಕೋಶಗಳ ಬೆಳವಣಿಗೆಯನ್ನು ತಡೆಯುತ್ತವೆ. ಸ್ತನ, ಪ್ರಾಸ್ಟೇಟ್ ಮತ್ತು ಕರುಳಿನ ಕ್ಯಾನ್ಸರ್ ಅಪಾಯವನ್ನು ಕಡಿಮೆ ಮಾಡುವಲ್ಲಿ ಅಗಸೆ ಬೀಜಗಳು ಪ್ರಮುಖ ಪಾತ್ರವಹಿಸುತ್ತವೆ. bbox=[907, 1338, 1199, 1393]
seeds-article bbox=[600, 1037, 1506, 1562]
paragraph: ಸಮಸ್ಯೆಗಳನ್ನು ತಡೆಯುತ್ತದೆ. ಅಲ್ಲದೆ ಈ ಬೀಜಗಳನ್ನು ನಿಯಮಿತವಾಗಿ ಸೇವನೆ ಮಾಡುವುದರಿಂದ, ಉರಿಯೂತ ಕಡಿಮೆಯಾಗುತ್ತದೆ. ಕೂದಲು ಆರೋಗ್ಯಕರ ಮತ್ತು ಬಲವಾಗುತ್ತದೆ. ಅಗಸೆ ಬೀಜಗಳ ನಿಯಮಿತ ಸೇವನೆಯು ಮಹಿಳೆಯರಲ್ಲಿ ಹಾರ್ಮೋನುಗಳ ಸಮತೋಲನವನ್ನು ಕಾಪಾಡಿಕೊಳ್ಳಲು ಸಹಾಯ ಮಾಡುತ್ತದೆ. ಋತುಚಕ್ರದ ಸಮಸ್ಯೆಗಳನ್ನು ಕಡಿಮೆ ಮಾಡಲು ಇದು ಉಪಯುಕ್ತವಾಗಿದೆ. bbox=[1214, 1338, 1506, 1472]
right-rule-1 bbox=[600, 910, 1506, 914]
paragraph: ಅಗಸೆ ಬೀಜಗಳಲ್ಲಿರುವ ಫೈಬರ್ ಮಲಬದ್ಧತೆಯನ್ನು ತಡೆಯುತ್ತದೆ. ಜೀರ್ಣಕ್ರಿಯೆಯನ್ನು ಸುಧಾರಿಸುತ್ತದೆ. ಇದು ಕರುಳಿನ ಚಲನೆಯನ್ನು ಸುಲಭಗೊಳಿಸುತ್ತದೆ. bbox=[600, 1381, 891, 1436]
red-beans-bowl bbox=[1321, 1755, 1417, 1850]
bottom-rule bbox=[600, 2367, 1506, 2373]
coconut-half bbox=[366, 1388, 585, 1608]
coconut-article-headline: ಖಾಲಿ ಹೊಟ್ಟೆಯಲ್ಲಿ ಒಂದು ಚಮಚ ತೆಂಗಿನ ಎಣ್ಣೆ ಕುಡಿದರೆ ತುಂಬಾ ಒಳ್ಳೆಯದು bbox=[71, 1177, 551, 1265]
section-divider bbox=[586, 98, 588, 2380]
coconut-article-body bbox=[40, 1620, 581, 2387]
brain-article-body bbox=[40, 546, 581, 1158]
forest-jogging-illustration bbox=[44, 104, 585, 424]
paragraph: ಮತ್ತು ಧಾನ್ಯಗಳ ಸೇವನೆ ಮಾಡುವುದನ್ನು ಅಭ್ಯಾಸ ಮಾಡಿಕೊಳ್ಳಿ. ಜೊತೆಗೆ ಅಡುಗೆ ಮಾಡುವಾಗ ಕಡಿಮೆ ಉಪ್ಪನ್ನು ಬಳಸಿ. bbox=[907, 592, 1198, 627]
tomato-bowl bbox=[955, 1879, 1062, 1987]
heart-article bbox=[600, 267, 1506, 894]
almonds-bowl bbox=[1409, 1807, 1501, 1899]
chest-pain-photo bbox=[907, 267, 1198, 583]
heart-article-col1 bbox=[600, 267, 891, 894]
